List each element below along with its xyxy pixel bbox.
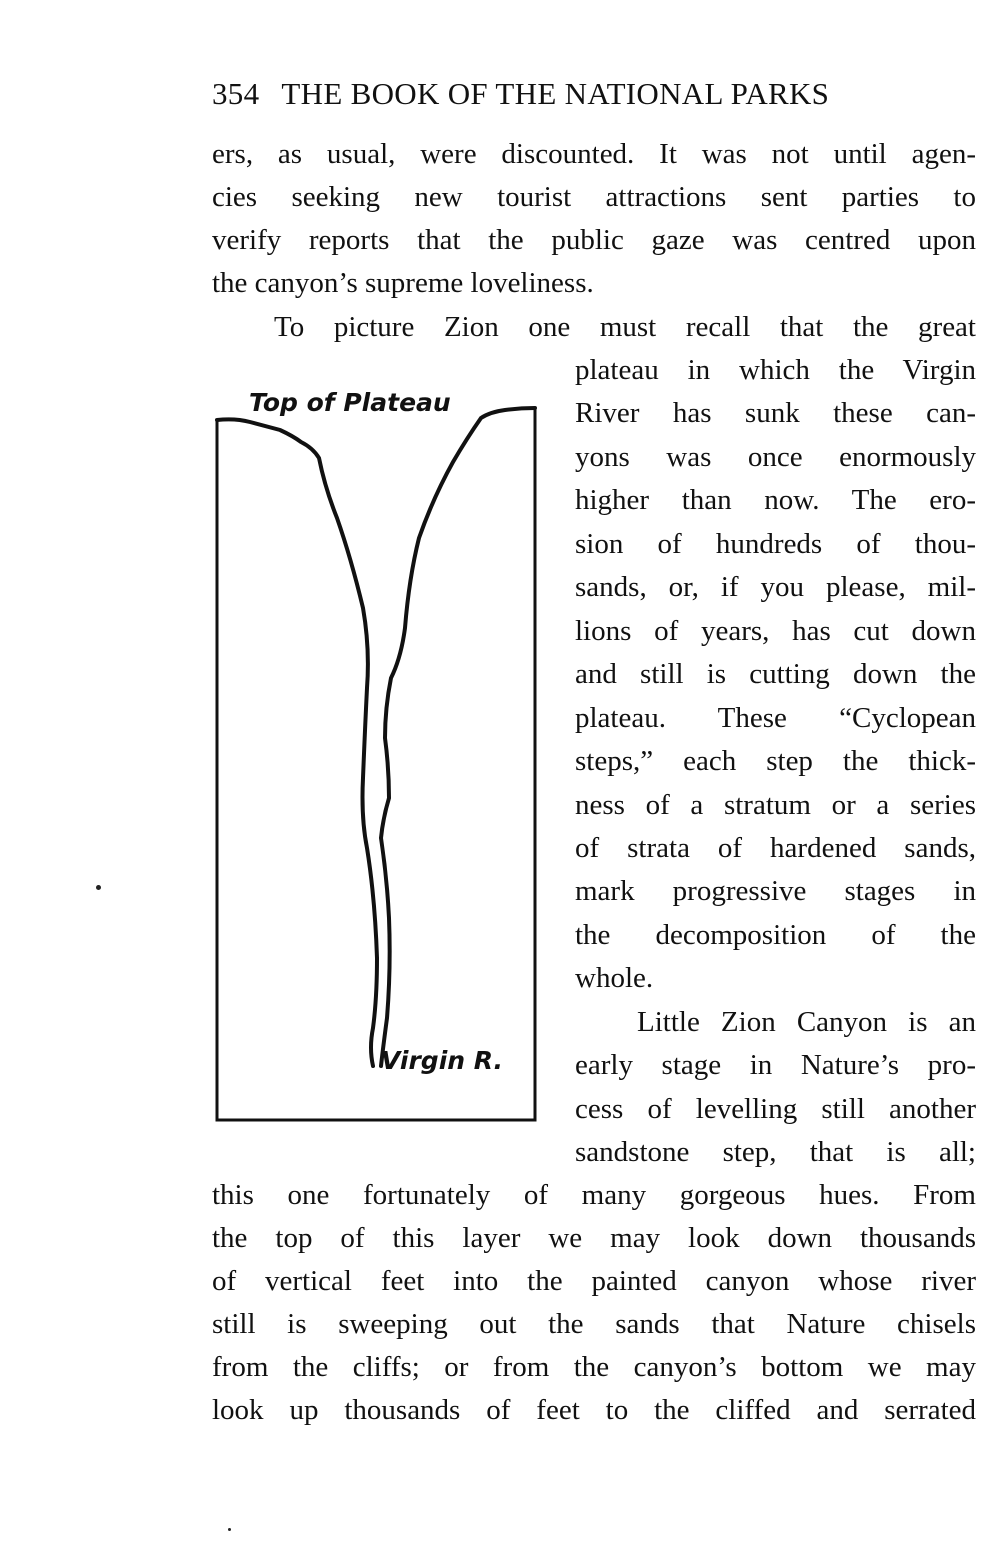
text-line: verify reports that the public gaze was centred upon — [212, 224, 976, 256]
text-line: the canyon’s supreme loveliness. — [212, 267, 594, 299]
text-line: still is sweeping out the sands that Nature chisels — [212, 1308, 976, 1340]
print-speck — [228, 1528, 231, 1531]
text-line: the decomposition of the — [575, 919, 976, 951]
canyon-sketch — [205, 378, 545, 1130]
text-line: yons was once enormously — [575, 441, 976, 473]
running-title: THE BOOK OF THE NATIONAL PARKS — [281, 76, 830, 111]
canyon-diagram — [205, 378, 545, 1130]
page-number: 354 — [212, 76, 260, 111]
text-line: sandstone step, that is all; — [575, 1136, 976, 1168]
text-line: of strata of hardened sands, — [575, 832, 976, 864]
text-line: this one fortunately of many gorgeous hues. From — [212, 1179, 976, 1211]
canyon-right-wall — [381, 408, 535, 1066]
text-line: early stage in Nature’s pro- — [575, 1049, 976, 1081]
text-line: cies seeking new tourist attractions sent parties to — [212, 181, 976, 213]
text-line: ers, as usual, were discounted. It was not until agen- — [212, 138, 976, 170]
text-line: the top of this layer we may look down thousands — [212, 1222, 976, 1254]
text-line: lions of years, has cut down — [575, 615, 976, 647]
text-line: To picture Zion one must recall that the great — [274, 311, 976, 343]
text-line: Little Zion Canyon is an — [637, 1006, 976, 1038]
virgin-river-label: Virgin R. — [381, 1046, 503, 1075]
text-line: from the cliffs; or from the canyon’s bottom we may — [212, 1351, 976, 1383]
text-line: sion of hundreds of thou- — [575, 528, 976, 560]
text-line: sands, or, if you please, mil- — [575, 571, 976, 603]
text-line: plateau. These “Cyclopean — [575, 702, 976, 734]
text-line: mark progressive stages in — [575, 875, 976, 907]
running-header — [212, 72, 976, 116]
text-line: whole. — [575, 962, 654, 994]
text-line: cess of levelling still another — [575, 1093, 976, 1125]
text-line: higher than now. The ero- — [575, 484, 976, 516]
text-line: look up thousands of feet to the cliffed and serrated — [212, 1394, 976, 1426]
top-of-plateau-label: Top of Plateau — [249, 388, 451, 417]
canyon-left-wall — [217, 419, 377, 1066]
text-line: plateau in which the Virgin — [575, 354, 976, 386]
text-line: River has sunk these can- — [575, 397, 976, 429]
text-line: ness of a stratum or a series — [575, 789, 976, 821]
text-line: of vertical feet into the painted canyon whose river — [212, 1265, 976, 1297]
text-line: and still is cutting down the — [575, 658, 976, 690]
text-line: steps,” each step the thick- — [575, 745, 976, 777]
print-speck — [96, 885, 101, 890]
